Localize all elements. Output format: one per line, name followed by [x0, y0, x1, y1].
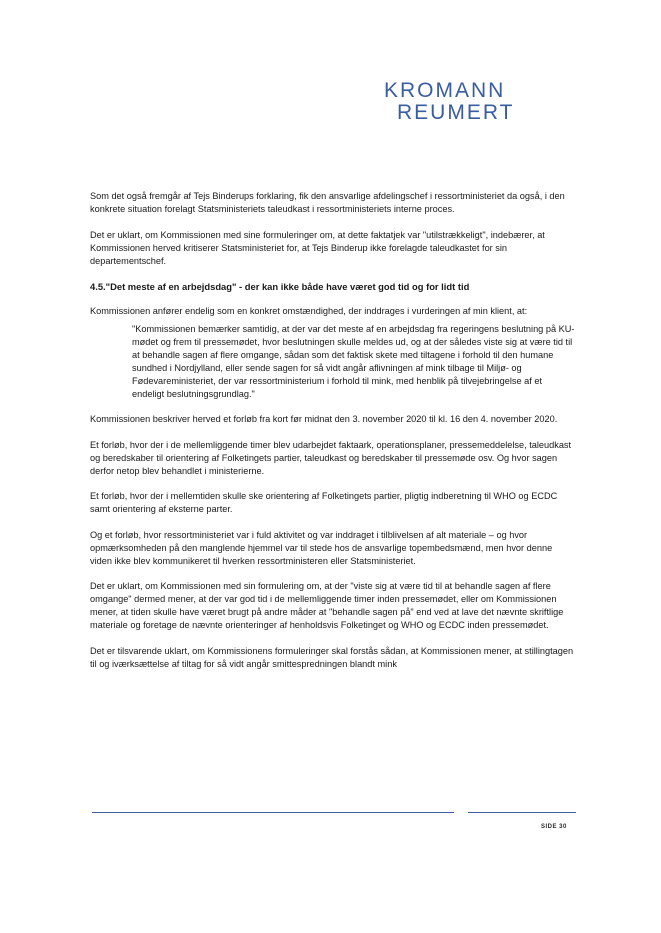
paragraph-7: Og et forløb, hvor ressortministeriet var i fuld aktivitet og var inddraget i tilblivelsen af alt materiale – og hvor opmærksomheden på den manglende hjemmel var til stede hos de ansvarlige topembedsmænd, men hvor denne viden ikke blev kommunikeret til hverken ressortministeren eller Statsministeriet.: [90, 529, 553, 566]
footer-rule-right: [468, 812, 576, 813]
paragraph-4: Kommissionen beskriver herved et forløb fra kort før midnat den 3. november 2020 til kl. 16 den 4. november 2020.: [90, 414, 558, 424]
logo-line-1: KROMANN: [384, 79, 506, 102]
logo-line-2: REUMERT: [397, 101, 515, 124]
paragraph-9: Det er tilsvarende uklart, om Kommissionens formuleringer skal forstås sådan, at Kommissionen mener, at stillingtagen til og iværksættelse af tiltag for så vidt angår smittespredningen blandt mink: [90, 645, 574, 669]
paragraph-3: Kommissionen anfører endelig som en konkret omstændighed, der inddrages i vurderingen af min klient, at:: [90, 306, 528, 316]
document-body: [90, 190, 576, 683]
page-number: SIDE 30: [541, 824, 567, 830]
paragraph-5: Et forløb, hvor der i de mellemliggende timer blev udarbejdet faktaark, operationsplaner, pressemeddelelse, taleudkast og beredskaber til orientering af Folketingets partier, taleudkast og beredskaber til pressemøde osv. Og hvor sagen derfor netop blev behandlet i ministerierne.: [90, 439, 572, 476]
paragraph-1: Som det også fremgår af Tejs Binderups forklaring, fik den ansvarlige afdelingschef i ressortministeriet da også, i den konkrete situation forelagt Statsministeriets taleudkast i ressortministeriets interne proces.: [90, 191, 565, 214]
footer-rule-left: [92, 812, 454, 813]
block-quote: "Kommissionen bemærker samtidig, at der var det meste af en arbejdsdag fra regeringens beslutning på KU-mødet og frem til pressemødet, hvor beslutningen skulle meldes ud, og at der således viste sig at være tid til at behandle sagen af flere omgange, sådan som det faktisk skete med tiltagene i forhold til den humane sundhed i Nordjylland, eller sende sagen for så vidt angår aflivningen af mink tilbage til Miljø- og Fødevareministeriet, der var ressortministerium i forhold til mink, med henblik på tilvejebringelse af et endeligt beslutningsgrundlag.": [132, 323, 575, 399]
kromann-reumert-logo: [384, 80, 574, 124]
paragraph-2: Det er uklart, om Kommissionen med sine formuleringer om, at dette faktatjek var "utilstrækkeligt", indebærer, at Kommissionen herved kritiserer Statsministeriet for, at Tejs Binderup ikke forelagde taleudkastet for sin departementschef.: [90, 229, 545, 266]
paragraph-6: Et forløb, hvor der i mellemtiden skulle ske orientering af Folketingets partier, pligtig indberetning til WHO og ECDC samt orientering af eksterne parter.: [90, 491, 558, 514]
section-heading: 4.5."Det meste af en arbejdsdag" - der kan ikke både have været god tid og for lidt tid: [90, 281, 470, 292]
paragraph-8: Det er uklart, om Kommissionen med sin formulering om, at der "viste sig at være tid til at behandle sagen af flere omgange" dermed mener, at der var god tid i de mellemliggende timer inden pressemødet, eller om Kommissionen mener, at tiden skulle have været brugt på andre måder at "behandle sagen på" end ved at lave det nævnte skriftlige materiale og foretage de nævnte orienteringer af henholdsvis Folketinget og WHO og ECDC inden pressemødet.: [90, 581, 564, 630]
